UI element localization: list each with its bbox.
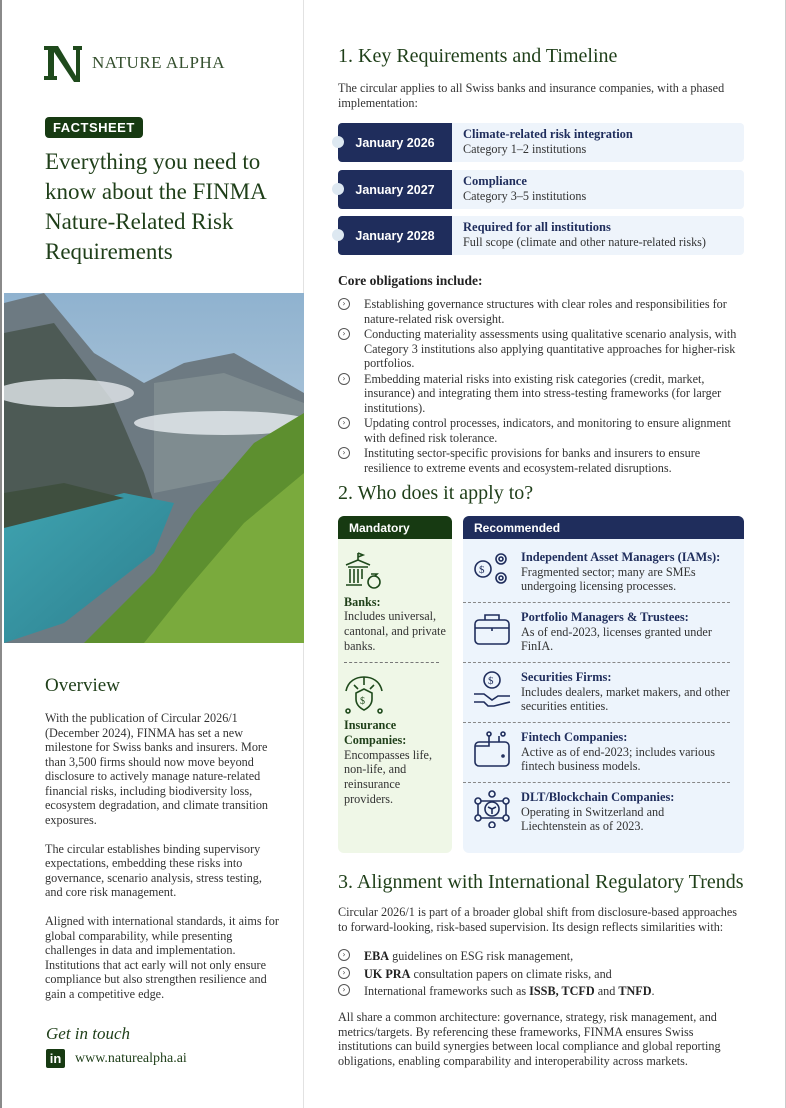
framework-item xyxy=(338,983,748,1000)
section1-intro: The circular applies to all Swiss banks and insurance companies, with a phased implementation: xyxy=(338,81,725,110)
recommended-header: Recommended xyxy=(463,516,744,539)
logo xyxy=(42,44,225,82)
contact-heading: Get in touch xyxy=(46,1024,131,1043)
overview-paragraph: With the publication of Circular 2026/1 (December 2024), FINMA has set a new milestone for Swiss banks and insurers. More than 3,500 firms should now move beyond disclosure to actively manage nature-related financial risks, including biodiversity loss, ecosystem degradation, and climate transition exposures. xyxy=(45,711,269,827)
mandatory-box xyxy=(338,516,452,853)
framework-desc: . xyxy=(651,984,655,998)
timeline-row xyxy=(338,216,744,255)
timeline-body xyxy=(452,170,744,209)
timeline-title: Required for all institutions xyxy=(463,220,611,234)
obligation-item xyxy=(338,446,748,475)
timeline-subtitle: Category 1–2 institutions xyxy=(463,142,587,156)
overview-paragraph: Aligned with international standards, it aims for global comparability, while presenting challenges in data and implementation. Institutions that act early will not only ensure compliance but also strengthen resilience and gain a competitive edge. xyxy=(45,914,279,1001)
recommended-box xyxy=(463,516,744,853)
framework-text xyxy=(364,966,612,983)
recommended-item-text: Includes dealers, market makers, and other securities entities. xyxy=(521,684,730,713)
overview-paragraph: The circular establishes binding supervisory expectations, embedding these risks into governance, scenario analysis, stress testing, and core risk management. xyxy=(45,841,262,899)
obligation-text: Conducting materiality assessments using qualitative scenario analysis, with Category 3 institutions also applying quantitative approaches for higher-risk portfolios. xyxy=(364,327,737,370)
framework-name: UK PRA xyxy=(364,966,411,981)
obligations-list xyxy=(338,297,748,476)
timeline-subtitle: Category 3–5 institutions xyxy=(463,189,587,203)
chevron-circle-icon: › xyxy=(338,967,350,979)
timeline-body xyxy=(452,123,744,162)
gear-dollar-icon xyxy=(473,550,511,588)
mandatory-header: Mandatory xyxy=(338,516,452,539)
mandatory-item-banks xyxy=(338,551,452,654)
section3-heading: 3. Alignment with International Regulatory Trends xyxy=(338,871,744,893)
obligation-text: Establishing governance structures with clear roles and responsibilities for nature-related risk oversight. xyxy=(364,297,727,326)
brand-name: NATURE ALPHA xyxy=(92,53,226,72)
website-link[interactable]: www.naturealpha.ai xyxy=(75,1050,187,1066)
framework-item xyxy=(338,966,748,983)
contact-link[interactable] xyxy=(46,1049,187,1068)
fintech-wallet-icon xyxy=(473,730,511,768)
framework-name: TNFD xyxy=(618,984,652,998)
timeline-date-label: January 2028 xyxy=(355,228,435,243)
nature-alpha-logo-icon xyxy=(42,44,84,82)
chevron-circle-icon: › xyxy=(338,328,350,340)
framework-desc: consultation papers on climate risks, and xyxy=(410,966,612,981)
section3-closing: All share a common architecture: governance, strategy, risk management, and metrics/targets. By referencing these frameworks, FINMA ensures Swiss institutions can build synergies between local compliance and global reporting obligations, enabling comparability and interoperability across markets. xyxy=(338,1010,721,1068)
framework-desc: and xyxy=(594,984,619,998)
recommended-item xyxy=(463,783,730,843)
factsheet-badge: FACTSHEET xyxy=(45,117,143,138)
bank-icon xyxy=(344,551,384,591)
framework-text xyxy=(364,948,573,965)
recommended-item-text: Active as of end-2023; includes various fintech business models. xyxy=(521,744,715,773)
obligation-item xyxy=(338,372,748,416)
timeline-date xyxy=(338,123,452,162)
core-obligations-heading: Core obligations include: xyxy=(338,273,483,288)
timeline-row xyxy=(338,123,744,162)
recommended-item-text: Fragmented sector; many are SMEs undergoing licensing processes. xyxy=(521,564,696,593)
obligation-text: Instituting sector-specific provisions for banks and insurers to ensure resilience to extreme events and ecosystem-related disruptions. xyxy=(364,446,701,475)
page-title: Everything you need to know about the FINMA Nature-Related Risk Requirements xyxy=(45,149,266,264)
recommended-item-title: Independent Asset Managers (IAMs): xyxy=(521,550,721,564)
obligation-text: Embedding material risks into existing risk categories (credit, market, insurance) and integrating them into stress-testing frameworks (for larger institutions). xyxy=(364,371,722,415)
obligation-item xyxy=(338,416,748,445)
timeline-title: Compliance xyxy=(463,174,527,188)
recommended-item xyxy=(463,543,730,603)
chevron-circle-icon: › xyxy=(338,417,350,429)
chevron-circle-icon: › xyxy=(338,949,350,961)
chevron-circle-icon: › xyxy=(338,447,350,459)
recommended-item-title: Securities Firms: xyxy=(521,670,612,684)
briefcase-icon xyxy=(473,610,511,648)
timeline-date xyxy=(338,170,452,209)
mandatory-item-insurance xyxy=(338,675,452,807)
insurance-shield-icon xyxy=(344,675,384,715)
timeline-body xyxy=(452,216,744,255)
divider xyxy=(344,662,439,663)
recommended-item-title: Fintech Companies: xyxy=(521,730,628,744)
timeline-dot xyxy=(332,183,344,195)
svg-text:$: $ xyxy=(488,675,494,687)
recommended-item xyxy=(463,723,730,783)
mandatory-item-text: Encompasses life, non-life, and reinsurance providers. xyxy=(344,747,432,806)
section3-intro: Circular 2026/1 is part of a broader global shift from disclosure-based approaches to forward-looking, risk-based supervision. Its design reflects similarities with: xyxy=(338,905,738,934)
framework-name: EBA xyxy=(364,949,390,963)
timeline-row xyxy=(338,170,744,209)
framework-name: ISSB, TCFD xyxy=(529,984,595,998)
framework-desc: International frameworks such as xyxy=(364,984,530,998)
svg-text:$: $ xyxy=(360,695,365,707)
recommended-item-text: As of end-2023, licenses granted under FinIA. xyxy=(521,624,712,653)
timeline-date-label: January 2027 xyxy=(355,182,435,197)
obligation-item xyxy=(338,297,748,326)
recommended-item-title: DLT/Blockchain Companies: xyxy=(521,790,675,804)
framework-desc: guidelines on ESG risk management, xyxy=(389,949,574,963)
timeline-date xyxy=(338,216,452,255)
mandatory-item-title: Insurance Companies: xyxy=(344,718,407,747)
recommended-item xyxy=(463,603,730,663)
recommended-item xyxy=(463,663,730,723)
mandatory-item-title: Banks: xyxy=(344,594,381,609)
timeline-title: Climate-related risk integration xyxy=(463,127,633,141)
overview-body xyxy=(45,711,280,1016)
timeline-date-label: January 2026 xyxy=(355,135,435,150)
handshake-dollar-icon xyxy=(473,670,511,708)
obligation-item xyxy=(338,327,748,371)
recommended-item-text: Operating in Switzerland and Liechtenstein as of 2023. xyxy=(521,804,665,833)
framework-item xyxy=(338,948,748,965)
section1-heading: 1. Key Requirements and Timeline xyxy=(338,45,618,67)
left-column xyxy=(4,0,304,1108)
timeline-dot xyxy=(332,136,344,148)
timeline-dot xyxy=(332,229,344,241)
linkedin-icon[interactable]: in xyxy=(46,1049,65,1068)
chevron-circle-icon: › xyxy=(338,298,350,310)
chevron-circle-icon: › xyxy=(338,373,350,385)
svg-text:$: $ xyxy=(479,564,485,576)
mountain-lake-photo xyxy=(4,293,304,643)
section2-heading: 2. Who does it apply to? xyxy=(338,482,534,504)
timeline-subtitle: Full scope (climate and other nature-related risks) xyxy=(463,235,706,249)
recommended-item-title: Portfolio Managers & Trustees: xyxy=(521,610,689,624)
overview-heading: Overview xyxy=(45,675,120,696)
mandatory-item-text: Includes universal, cantonal, and private banks. xyxy=(344,609,446,653)
frameworks-list xyxy=(338,948,748,1001)
framework-text xyxy=(364,983,655,1000)
chevron-circle-icon: › xyxy=(338,984,350,996)
obligation-text: Updating control processes, indicators, and monitoring to ensure alignment with defined risk tolerance. xyxy=(364,416,731,445)
blockchain-network-icon xyxy=(473,790,511,828)
